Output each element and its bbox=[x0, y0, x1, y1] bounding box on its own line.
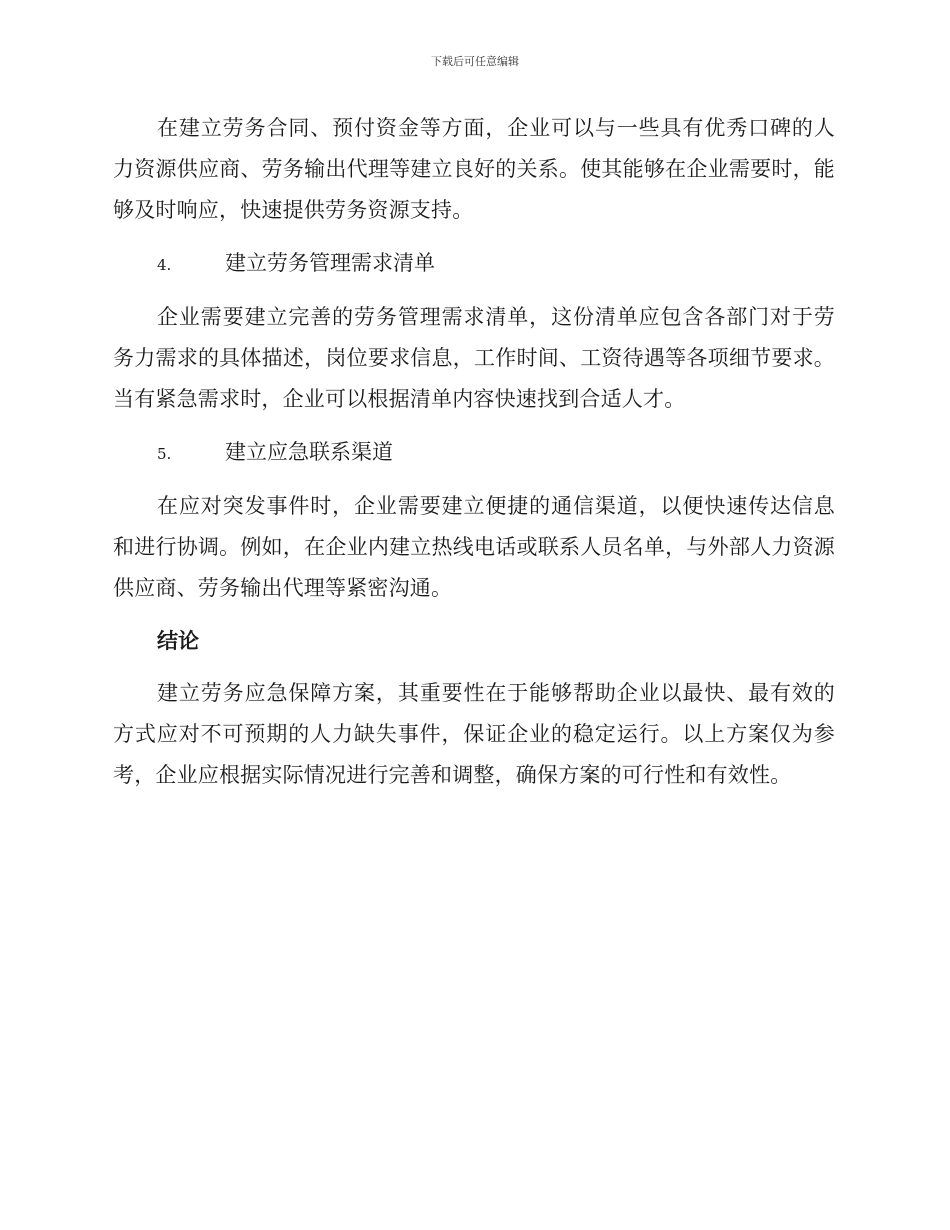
list-item-5 bbox=[113, 432, 835, 474]
paragraph-emergency-channel: 在应对突发事件时，企业需要建立便捷的通信渠道，以便快速传达信息和进行协调。例如，在企业内建立热线电话或联系人员名单，与外部人力资源供应商、劳务输出代理等紧密沟通。 bbox=[113, 494, 835, 600]
spacer bbox=[113, 420, 835, 432]
paragraph-labor-partners: 在建立劳务合同、预付资金等方面，企业可以与一些具有优秀口碑的人力资源供应商、劳务输出代理等建立良好的关系。使其能够在企业需要时，能够及时响应，快速提供劳务资源支持。 bbox=[113, 116, 835, 222]
list-item-number: 4. bbox=[157, 256, 172, 274]
paragraph-conclusion: 建立劳务应急保障方案，其重要性在于能够帮助企业以最快、最有效的方式应对不可预期的人力缺失事件，保证企业的稳定运行。以上方案仅为参考，企业应根据实际情况进行完善和调整，确保方案的可行性和有效性。 bbox=[113, 681, 835, 787]
spacer bbox=[113, 474, 835, 486]
document-body bbox=[113, 108, 835, 796]
spacer bbox=[113, 231, 835, 243]
list-item-4 bbox=[113, 243, 835, 285]
list-item-title: 建立劳务管理需求清单 bbox=[225, 251, 435, 275]
spacer bbox=[113, 661, 835, 673]
list-item-number: 5. bbox=[157, 445, 172, 463]
spacer bbox=[113, 285, 835, 297]
conclusion-heading: 结论 bbox=[157, 629, 199, 653]
list-item-title: 建立应急联系渠道 bbox=[225, 440, 393, 464]
spacer bbox=[113, 609, 835, 621]
paragraph-demand-list: 企业需要建立完善的劳务管理需求清单，这份清单应包含各部门对于劳务力需求的具体描述，岗位要求信息，工作时间、工资待遇等各项细节要求。当有紧急需求时，企业可以根据清单内容快速找到合适人才。 bbox=[113, 305, 835, 411]
page-header-note: 下载后可任意编辑 bbox=[431, 55, 519, 68]
